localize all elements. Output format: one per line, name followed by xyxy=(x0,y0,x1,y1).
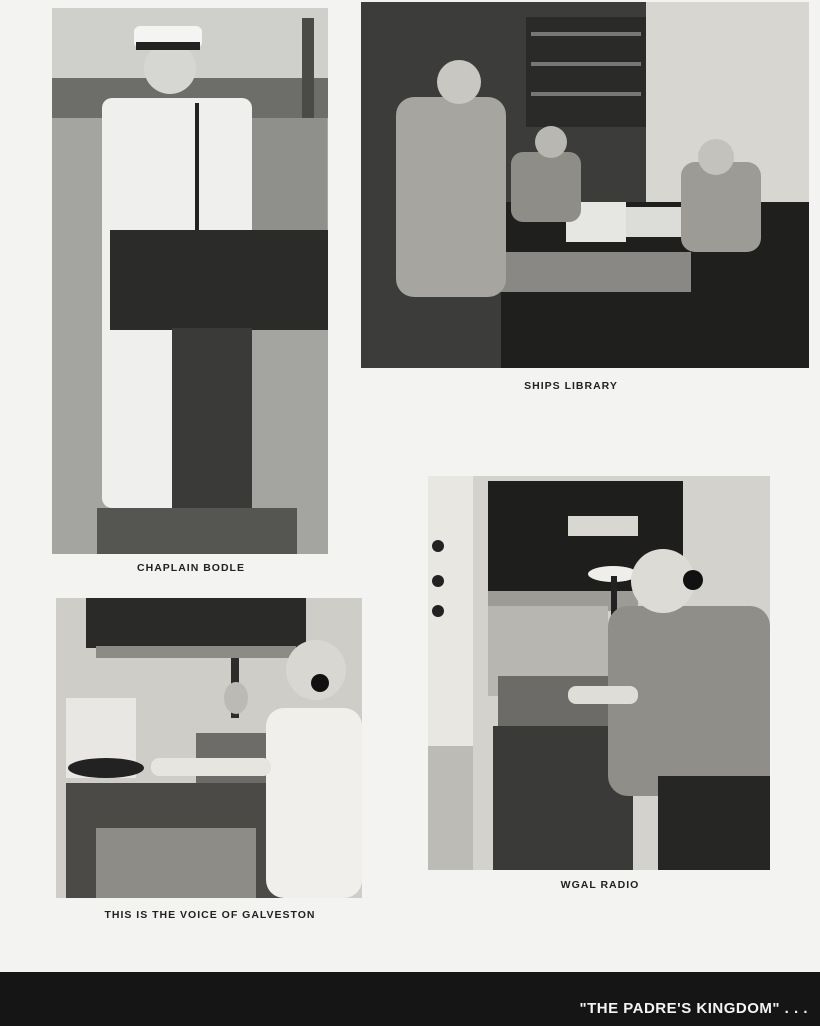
caption-ships-library: SHIPS LIBRARY xyxy=(524,380,618,392)
photo-chaplain-bodle xyxy=(52,8,328,554)
caption-voice-of-galveston: THIS IS THE VOICE OF GALVESTON xyxy=(104,909,316,921)
photo-ships-library xyxy=(361,2,809,368)
library-photo-image xyxy=(361,2,809,368)
photo-wgal-radio xyxy=(428,476,770,870)
footer-title: "THE PADRE'S KINGDOM" . . . xyxy=(579,1000,808,1017)
caption-wgal-radio: WGAL RADIO xyxy=(560,879,640,891)
radio-photo-image xyxy=(428,476,770,870)
voice-photo-image xyxy=(56,598,362,898)
chaplain-photo-image xyxy=(52,8,328,554)
photo-voice-of-galveston xyxy=(56,598,362,898)
caption-chaplain-bodle: CHAPLAIN BODLE xyxy=(137,562,245,574)
footer-band xyxy=(0,972,820,1026)
